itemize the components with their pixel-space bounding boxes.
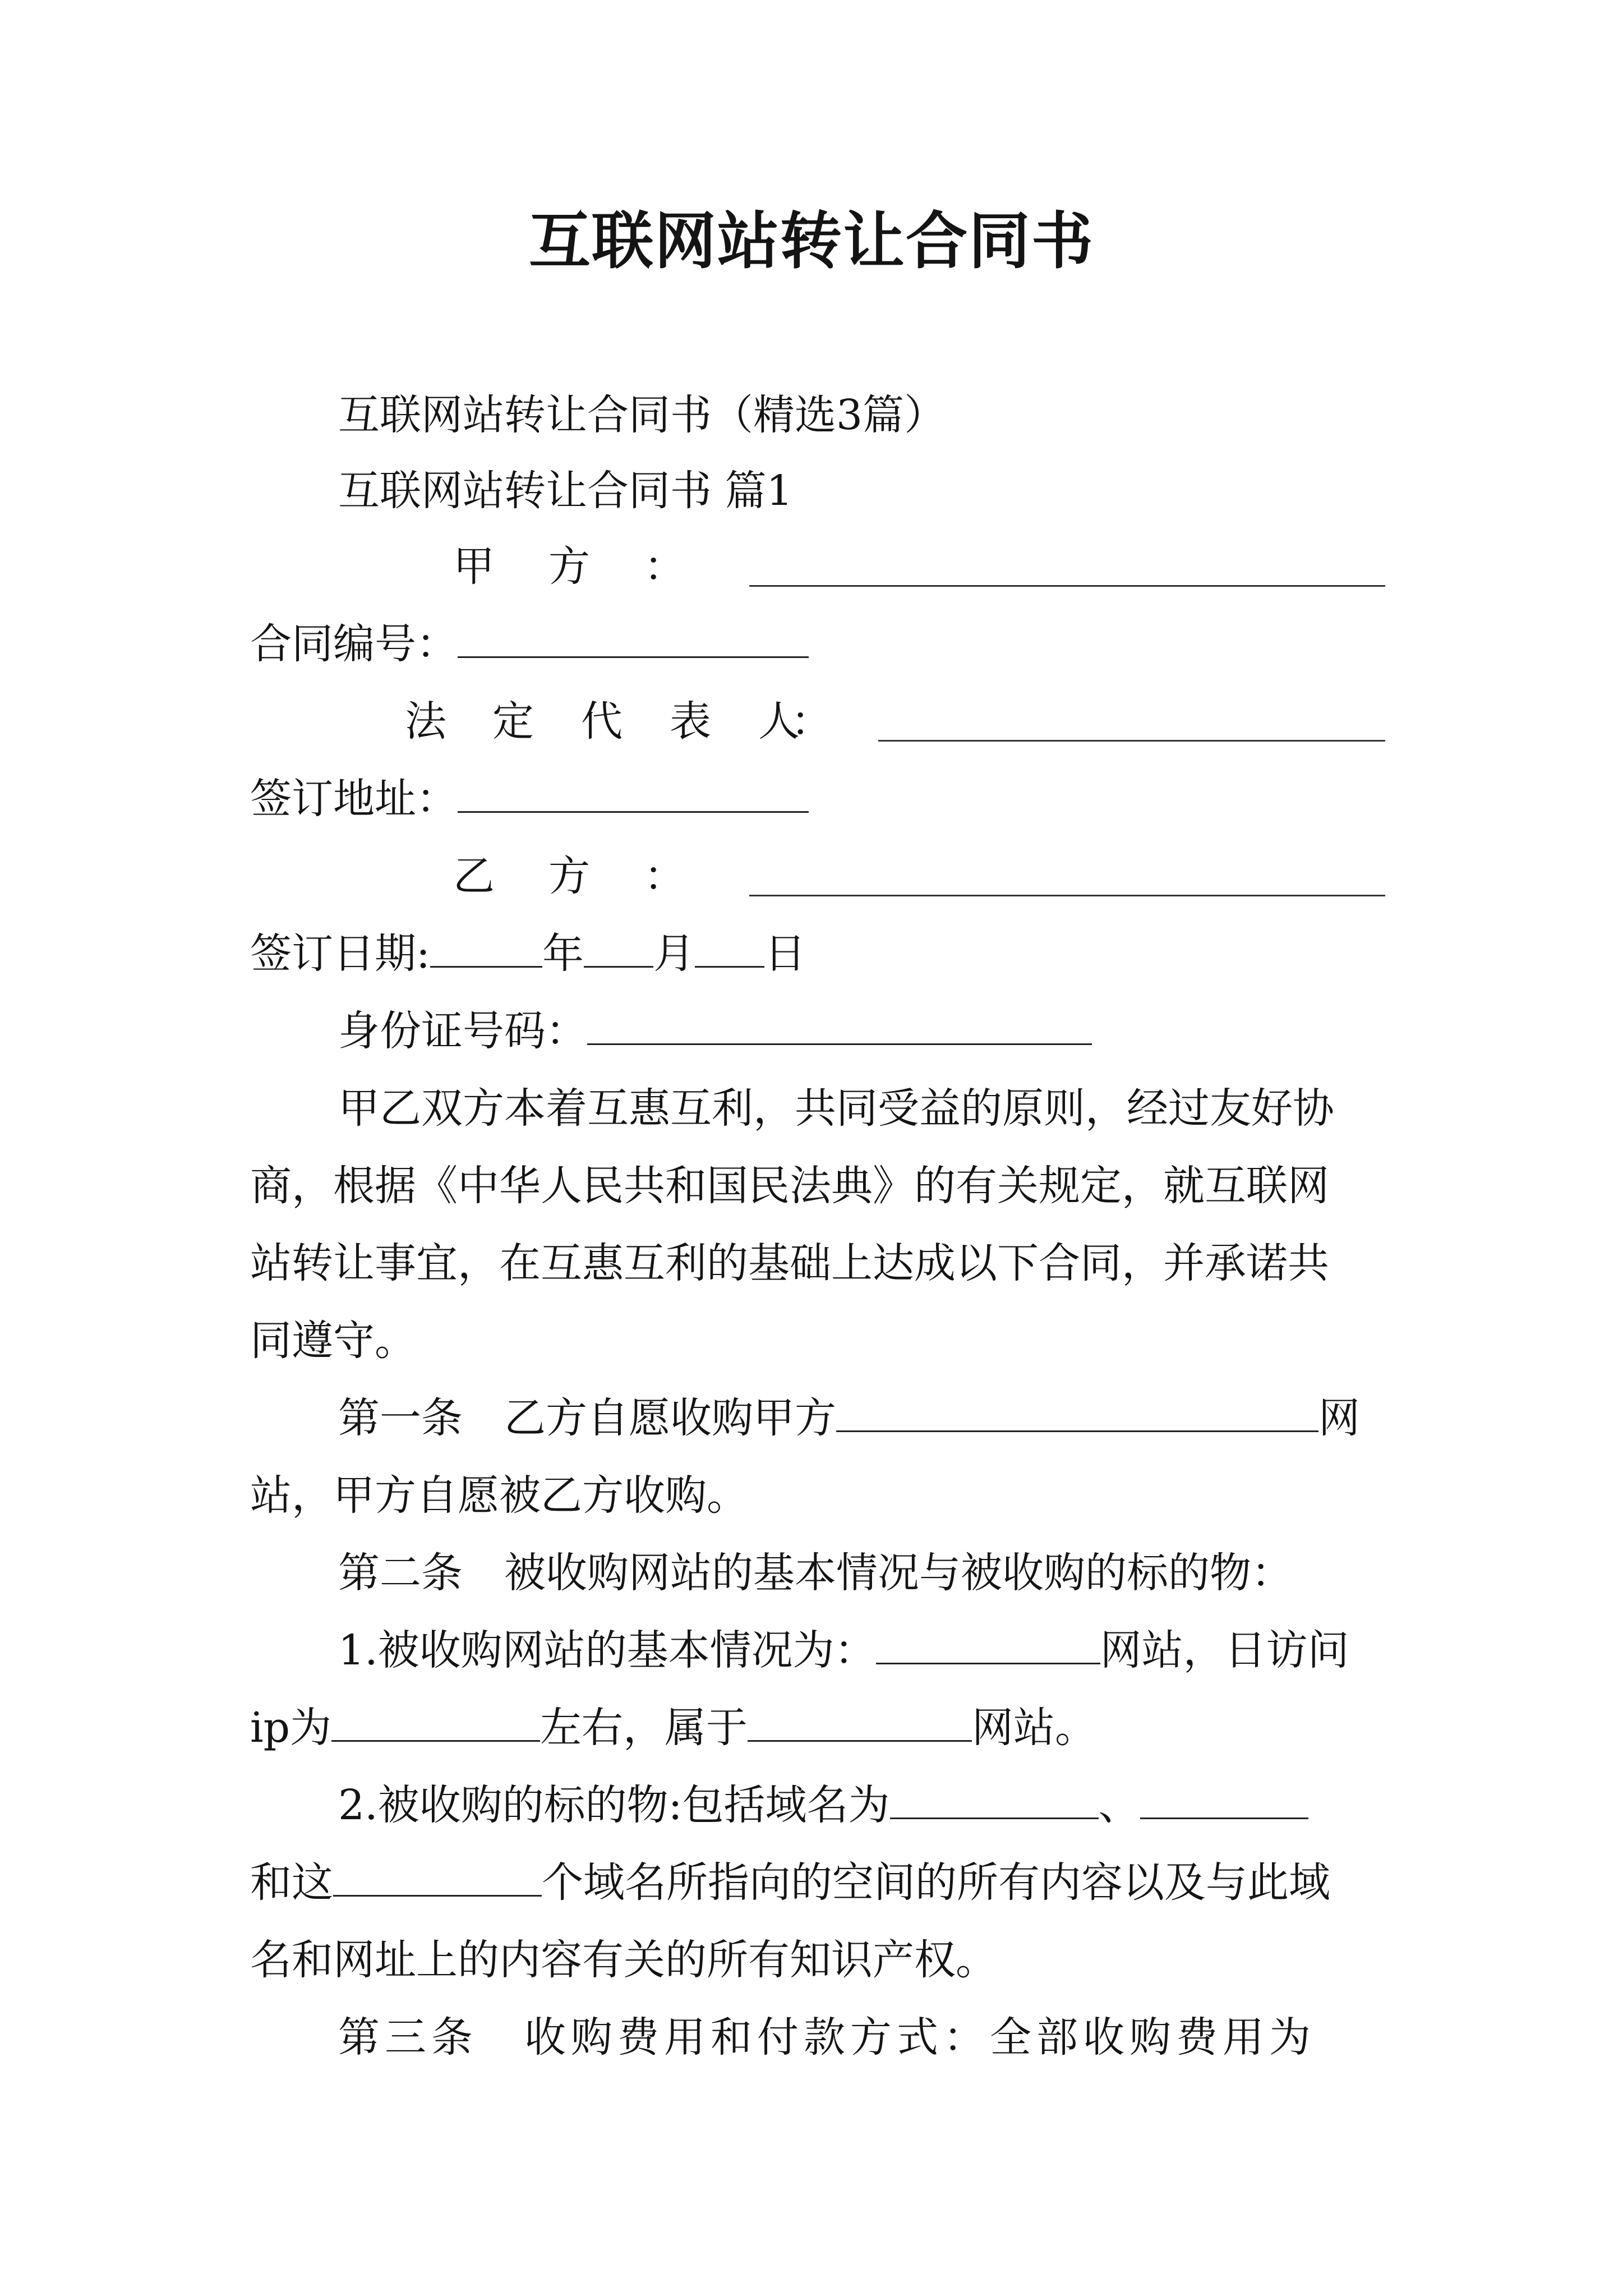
item-1-line2-suffix: 网站。	[972, 1704, 1097, 1752]
domain-blank-2[interactable]	[1140, 1778, 1308, 1819]
contract-no-label: 合同编号：	[250, 620, 458, 668]
article-1-line2: 站，甲方自愿被乙方收购。	[250, 1471, 748, 1520]
sign-date-row	[250, 914, 1385, 993]
legal-rep-label-char: 人	[758, 697, 800, 746]
item-1-line	[338, 1611, 1385, 1690]
legal-rep-label-char: ：	[791, 697, 832, 746]
sign-address-label: 签订地址：	[250, 775, 458, 823]
sign-date-label: 签订日期:	[250, 930, 430, 978]
article-1-suffix: 网	[1318, 1394, 1360, 1442]
intro-line: 甲乙双方本着互惠互利，共同受益的原则，经过友好协	[338, 1084, 1334, 1133]
id-row	[338, 992, 1385, 1070]
document-title: 互联网站转让合同书	[529, 205, 1094, 277]
website-type-blank[interactable]	[748, 1701, 972, 1742]
contract-no-blank[interactable]	[458, 617, 809, 658]
section-heading: 互联网站转让合同书 篇1	[338, 467, 793, 515]
day-label: 日	[764, 930, 806, 978]
item-2-text: 2.被收购的标的物:包括域名为	[338, 1781, 890, 1829]
legal-rep-label-char: 定	[492, 697, 534, 746]
legal-rep-label-char: 表	[670, 697, 711, 746]
item-1-suffix: 网站，日访问	[1100, 1626, 1349, 1674]
month-label: 月	[653, 930, 695, 978]
item-1-line2	[250, 1688, 1385, 1767]
contract-no-row	[250, 605, 1385, 683]
party-a-label-char: 甲	[453, 542, 495, 591]
item-1-text: 1.被收购网站的基本情况为：	[338, 1626, 876, 1674]
article-3: 第三条 收购费用和付款方式：全部收购费用为	[338, 2013, 1316, 2062]
intro-line: 同遵守。	[250, 1317, 416, 1365]
article-1-line	[338, 1379, 1385, 1457]
intro-line: 站转让事宜，在互惠互利的基础上达成以下合同，并承诺共	[250, 1239, 1329, 1287]
intro-line: 商，根据《中华人民共和国民法典》的有关规定，就互联网	[250, 1162, 1329, 1210]
party-b-label-char: 乙	[453, 852, 495, 900]
legal-rep-blank[interactable]	[878, 740, 1385, 742]
item-2-line	[338, 1766, 1385, 1844]
domain-count-blank[interactable]	[333, 1856, 542, 1897]
party-a-blank[interactable]	[749, 585, 1385, 587]
daily-ip-blank[interactable]	[331, 1701, 540, 1742]
item-2-line2	[250, 1843, 1385, 1922]
legal-rep-label-char: 代	[581, 697, 623, 746]
item-1-mid: 左右，属于	[540, 1704, 748, 1752]
website-basic-blank[interactable]	[876, 1623, 1100, 1664]
item-2-line2-suffix: 个域名所指向的空间的所有内容以及与此域	[542, 1858, 1330, 1907]
id-label: 身份证号码：	[338, 1007, 587, 1055]
sign-address-blank[interactable]	[458, 772, 809, 813]
sign-address-row	[250, 760, 1385, 838]
party-b-label-char: 方	[548, 852, 590, 900]
legal-rep-label-char: 法	[405, 697, 446, 746]
sign-day-blank[interactable]	[695, 927, 764, 968]
domain-blank-1[interactable]	[890, 1778, 1099, 1819]
item-2-line2-prefix: 和这	[250, 1858, 333, 1907]
article-1-text: 第一条 乙方自愿收购甲方	[338, 1394, 836, 1442]
year-label: 年	[542, 930, 584, 978]
item-2-line3: 名和网址上的内容有关的所有知识产权。	[250, 1936, 997, 1984]
sign-month-blank[interactable]	[584, 927, 653, 968]
subtitle: 互联网站转让合同书（精选3篇）	[338, 391, 946, 439]
sign-year-blank[interactable]	[430, 927, 542, 968]
item-2-sep: 、	[1098, 1781, 1140, 1829]
party-b-blank[interactable]	[749, 895, 1385, 896]
party-b-label-char: ：	[644, 852, 685, 900]
party-a-label-char: 方	[548, 542, 590, 591]
party-a-label-char: ：	[644, 542, 685, 591]
item-1-ip-label: ip为	[250, 1704, 332, 1752]
id-blank[interactable]	[587, 1004, 1092, 1045]
website-name-blank[interactable]	[836, 1391, 1318, 1432]
article-2: 第二条 被收购网站的基本情况与被收购的标的物：	[338, 1549, 1293, 1597]
